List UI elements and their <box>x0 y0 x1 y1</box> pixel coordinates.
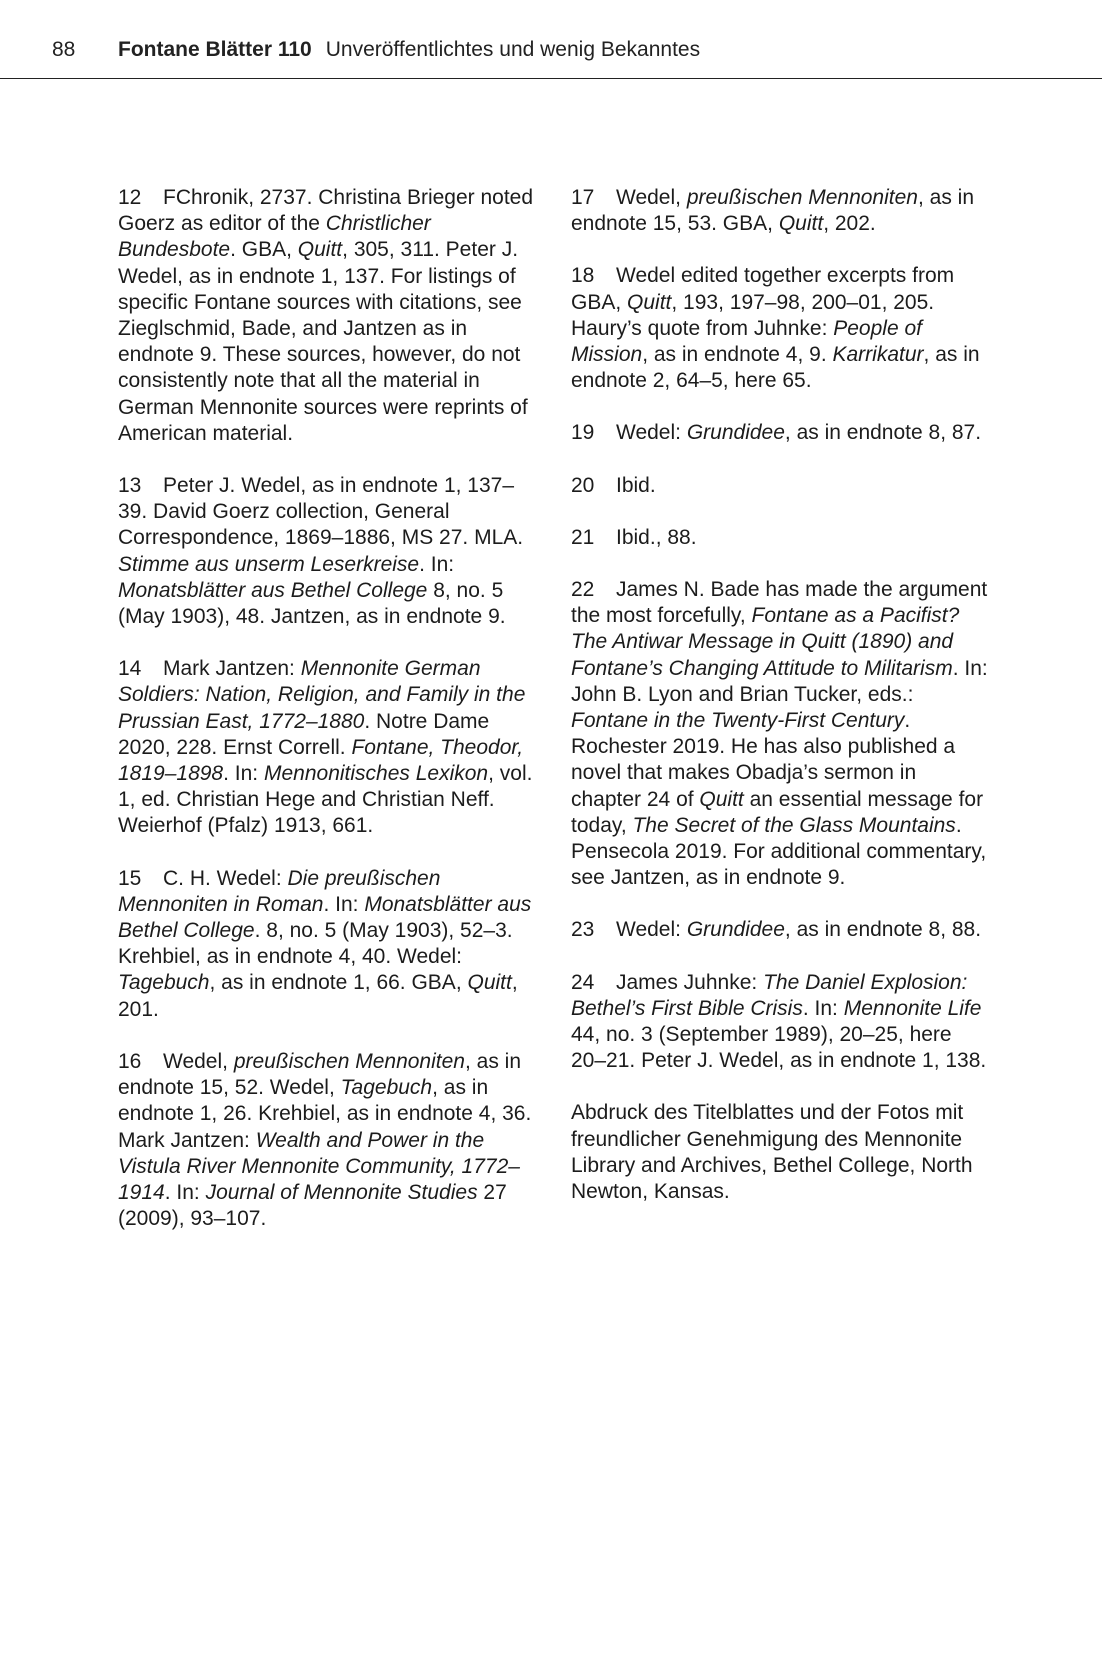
endnote-text: Wedel: <box>616 918 687 942</box>
endnote <box>118 866 538 1023</box>
endnote <box>571 525 991 551</box>
page-header <box>0 0 1102 79</box>
endnote-number: 12 <box>118 186 142 209</box>
endnote <box>118 185 538 447</box>
endnote-text: 8, no. 5 (May 1903), 48. Jantzen, as in endnote 9. <box>118 578 506 629</box>
endnote-italic-text: Grundidee <box>686 421 785 445</box>
endnote-text: , as in endnote 8, 88. <box>784 918 982 942</box>
endnote-italic-text: Mennonite German Soldiers: Nation, Religion, and Family in the Prussian East, 1772–1880 <box>118 657 526 733</box>
endnote-italic-text: Stimme aus unserm Leserkreise <box>118 552 420 576</box>
endnote-text: , 193, 197–98, 200–01, 205. Haury’s quote from Juhnke: <box>571 290 935 340</box>
endnote-text: Mark Jantzen: <box>163 657 301 681</box>
endnote-italic-text: Quitt <box>467 971 512 995</box>
endnote-italic-text: Mennonitisches Lexikon <box>263 762 489 786</box>
endnote-italic-text: Quitt <box>627 290 672 314</box>
endnote-italic-text: Tagebuch <box>340 1076 433 1100</box>
endnote-number: 19 <box>571 421 595 445</box>
endnote-text: , as in endnote 8, 87. <box>784 421 982 445</box>
endnote-italic-text: Fontane, Theodor, 1819–1898 <box>118 735 524 786</box>
endnote-text: 44, no. 3 (September 1989), 20–25, here 20–21. Peter J. Wedel, as in endnote 1, 138. <box>571 1023 987 1073</box>
endnote-text: , as in endnote 15, 53. GBA, <box>571 186 975 236</box>
endnote-text: , 305, 311. Peter J. Wedel, as in endnote 1, 137. For listings of specific Fontane sources with citations, see Zieglschmid, Bade, and Jantzen as in endnote 9. These sources, however, do not consistently note that all the material in German Mennonite sources were reprints of American material. <box>118 238 528 445</box>
endnote-number: 23 <box>571 918 595 942</box>
endnote-italic-text: preußischen Mennoniten <box>686 186 918 209</box>
endnote-text: . Pensecola 2019. For additional commentary, see Jantzen, as in endnote 9. <box>571 813 987 890</box>
endnote-text: Ibid. <box>616 473 656 497</box>
endnote-text: Wedel, <box>163 1049 234 1073</box>
endnote-italic-text: Grundidee <box>686 918 785 942</box>
endnote-italic-text: The Daniel Explosion: Bethel’s First Bible Crisis <box>571 970 968 1020</box>
endnote-text: . Rochester 2019. He has also published a novel that makes Obadja’s sermon in chapter 24 of <box>571 709 956 811</box>
endnote-text: , as in endnote 1, 26. Krehbiel, as in endnote 4, 36. Mark Jantzen: <box>118 1076 532 1152</box>
endnote-number: 20 <box>571 473 595 497</box>
endnote-italic-text: Karrikatur <box>832 343 924 367</box>
endnote-text: Wedel edited together excerpts from GBA, <box>571 264 955 314</box>
endnote-text: . In: <box>223 762 264 786</box>
endnote-number: 16 <box>118 1049 142 1073</box>
running-head <box>52 36 700 64</box>
endnote-text: , 202. <box>823 212 876 236</box>
endnote-text: Wedel: <box>616 421 687 445</box>
endnote-italic-text: Quitt <box>297 238 343 262</box>
endnotes-column-right <box>571 185 991 1205</box>
endnote-text: . 8, no. 5 (May 1903), 52–3. Krehbiel, as in endnote 4, 40. Wedel: <box>118 919 513 969</box>
endnote-text: Wedel, <box>616 186 687 209</box>
endnote-number: 15 <box>118 866 142 890</box>
endnote-number: 13 <box>118 474 142 498</box>
endnote-italic-text: preußischen Mennoniten <box>233 1049 465 1073</box>
endnote-text: . In: John B. Lyon and Brian Tucker, eds.: <box>571 656 988 706</box>
endnote-text: an essential message for today, <box>571 787 984 837</box>
endnote-number: 24 <box>571 970 595 994</box>
endnote-text: . In: <box>164 1180 206 1204</box>
endnote <box>571 577 991 891</box>
endnote-text: , as in endnote 1, 66. GBA, <box>209 971 468 995</box>
endnote-italic-text: Monatsblätter aus Bethel College <box>118 892 532 943</box>
endnote-italic-text: Mennonite Life <box>843 996 982 1020</box>
endnote-text: . In: <box>419 552 455 576</box>
endnote-text: James Juhnke: <box>616 970 764 994</box>
endnote-text: . In: <box>323 892 365 916</box>
endnote-italic-text: Christlicher Bundesbote <box>118 212 431 262</box>
endnote <box>571 420 991 446</box>
endnote <box>571 970 991 1075</box>
endnote-text: Peter J. Wedel, as in endnote 1, 137–39. David Goerz collection, General Correspondence, 1869–1886, MS 27. MLA. <box>118 474 524 550</box>
endnote-text: . Notre Dame 2020, 228. Ernst Correll. <box>118 709 490 759</box>
endnote-text: , 201. <box>118 971 518 1021</box>
endnote-italic-text: Die preußischen Mennoniten in Roman <box>118 866 441 916</box>
endnote-number: 17 <box>571 186 595 209</box>
endnote-text: . GBA, <box>230 238 298 262</box>
endnote-text: 27 (2009), 93–107. <box>118 1180 507 1231</box>
endnote-text: C. H. Wedel: <box>163 866 288 890</box>
endnote-italic-text: People of Mission <box>571 316 922 367</box>
endnote-italic-text: Fontane in the Twenty-First Century <box>571 709 905 733</box>
endnote-number: 21 <box>571 525 595 549</box>
image-credit: Abdruck des Titelblattes und der Fotos mit freundlicher Genehmigung des Mennonite Library and Archives, Bethel College, North Newton, Kansas. <box>571 1101 973 1204</box>
endnote <box>118 1049 538 1232</box>
endnote-number: 22 <box>571 578 595 602</box>
endnote-text: FChronik, 2737. Christina Brieger noted Goerz as editor of the <box>118 186 534 236</box>
endnote-italic-text: Quitt <box>699 787 744 811</box>
endnote-italic-text: Quitt <box>778 212 824 236</box>
endnote <box>571 263 991 394</box>
endnote-text: , as in endnote 2, 64–5, here 65. <box>571 343 980 393</box>
endnote-italic-text: Tagebuch <box>118 971 210 995</box>
endnote-italic-text: Monatsblätter aus Bethel College <box>118 578 428 602</box>
endnote <box>571 185 991 237</box>
endnote-text: . In: <box>802 996 844 1020</box>
endnote <box>571 473 991 499</box>
endnotes-column-left <box>118 185 538 1258</box>
endnote <box>118 473 538 630</box>
endnote-italic-text: Fontane as a Pacifist? The Antiwar Message in Quitt (1890) and Fontane’s Changing Attitude to Militarism <box>571 604 960 680</box>
endnote-text: James N. Bade has made the argument the most forcefully, <box>571 578 988 628</box>
endnotes-list-right <box>571 185 991 1074</box>
journal-title: Fontane Blätter 110 <box>118 38 312 61</box>
endnote-text: , as in endnote 15, 52. Wedel, <box>118 1049 522 1100</box>
section-title: Unveröffentlichtes und wenig Bekanntes <box>325 38 701 61</box>
endnote-text: , as in endnote 4, 9. <box>642 343 833 367</box>
endnote-number: 14 <box>118 657 142 681</box>
endnote <box>571 917 991 943</box>
endnote <box>118 656 538 839</box>
endnote-italic-text: The Secret of the Glass Mountains <box>632 813 956 837</box>
endnote-number: 18 <box>571 264 595 288</box>
endnote-text: Ibid., 88. <box>616 525 697 549</box>
endnote-text: , vol. 1, ed. Christian Hege and Christian Neff. Weierhof (Pfalz) 1913, 661. <box>118 762 533 838</box>
page-number: 88 <box>52 38 76 61</box>
endnote-italic-text: Wealth and Power in the Vistula River Mennonite Community, 1772–1914 <box>118 1128 520 1204</box>
endnote-italic-text: Journal of Mennonite Studies <box>205 1180 478 1204</box>
